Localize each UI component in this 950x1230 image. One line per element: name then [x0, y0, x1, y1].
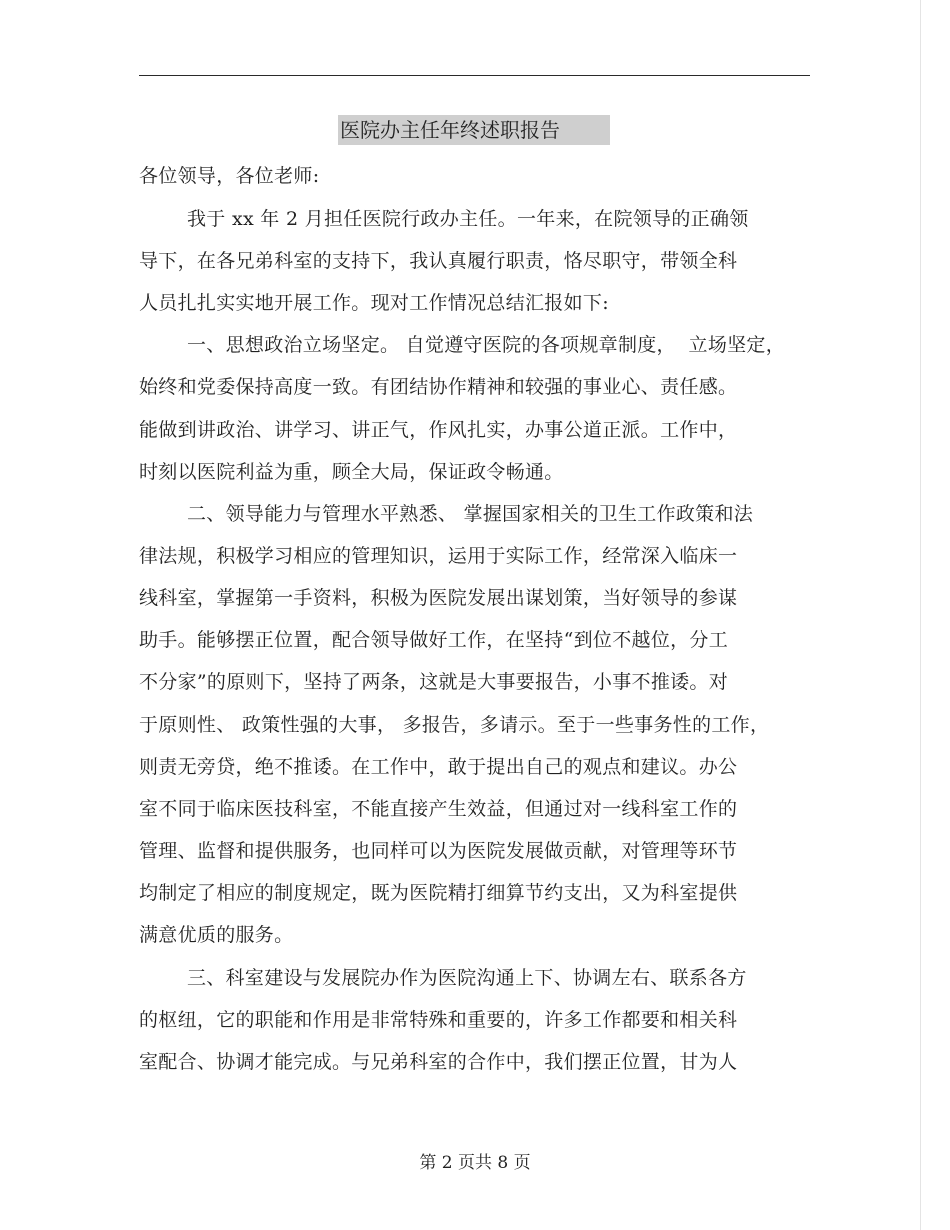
paragraph-line: 助手。能够摆正位置，配合领导做好工作，在坚持“到位不越位，分工	[139, 629, 729, 651]
page-edge	[920, 0, 921, 1230]
paragraph-line: 室不同于临床医技科室，不能直接产生效益，但通过对一线科室工作的	[139, 798, 738, 820]
document-title: 医院办主任年终述职报告	[338, 115, 610, 145]
paragraph-line: 则责无旁贷，绝不推诿。在工作中，敢于提出自己的观点和建议。办公	[139, 756, 738, 778]
paragraph-line: 始终和党委保持高度一致。有团结协作精神和较强的事业心、责任感。	[139, 376, 738, 398]
paragraph-line: 一、思想政治立场坚定。 自觉遵守医院的各项规章制度， 立场坚定，	[187, 334, 786, 356]
header-rule	[139, 75, 810, 76]
paragraph-line: 二、领导能力与管理水平熟悉、 掌握国家相关的卫生工作政策和法	[187, 503, 754, 525]
paragraph-line: 的枢纽，它的职能和作用是非常特殊和重要的，许多工作都要和相关科	[139, 1009, 738, 1031]
page-number-footer: 第 2 页共 8 页	[419, 1153, 531, 1173]
paragraph-line: 于原则性、 政策性强的大事， 多报告，多请示。至于一些事务性的工作，	[139, 714, 770, 736]
paragraph-line: 导下，在各兄弟科室的支持下，我认真履行职责，恪尽职守，带领全科	[139, 250, 738, 272]
paragraph-line: 满意优质的服务。	[139, 924, 294, 946]
paragraph-line: 我于 xx 年 2 月担任医院行政办主任。一年来，在院领导的正确领	[187, 208, 749, 230]
paragraph-line: 能做到讲政治、讲学习、讲正气，作风扎实，办事公道正派。工作中，	[139, 419, 738, 441]
greeting-line: 各位领导，各位老师:	[139, 165, 320, 187]
paragraph-line: 三、科室建设与发展院办作为医院沟通上下、协调左右、联系各方	[187, 967, 747, 989]
paragraph-line: 律法规，积极学习相应的管理知识，运用于实际工作，经常深入临床一	[139, 545, 738, 567]
paragraph-line: 室配合、协调才能完成。与兄弟科室的合作中，我们摆正位置，甘为人	[139, 1051, 738, 1073]
paragraph-line: 管理、监督和提供服务，也同样可以为医院发展做贡献，对管理等环节	[139, 840, 738, 862]
paragraph-line: 均制定了相应的制度规定，既为医院精打细算节约支出，又为科室提供	[139, 882, 738, 904]
paragraph-line: 不分家”的原则下，坚持了两条，这就是大事要报告，小事不推诿。对	[139, 671, 729, 693]
paragraph-line: 线科室，掌握第一手资料，积极为医院发展出谋划策，当好领导的参谋	[139, 587, 738, 609]
paragraph-line: 人员扎扎实实地开展工作。现对工作情况总结汇报如下:	[139, 292, 609, 314]
paragraph-line: 时刻以医院利益为重，顾全大局，保证政令畅通。	[139, 461, 564, 483]
